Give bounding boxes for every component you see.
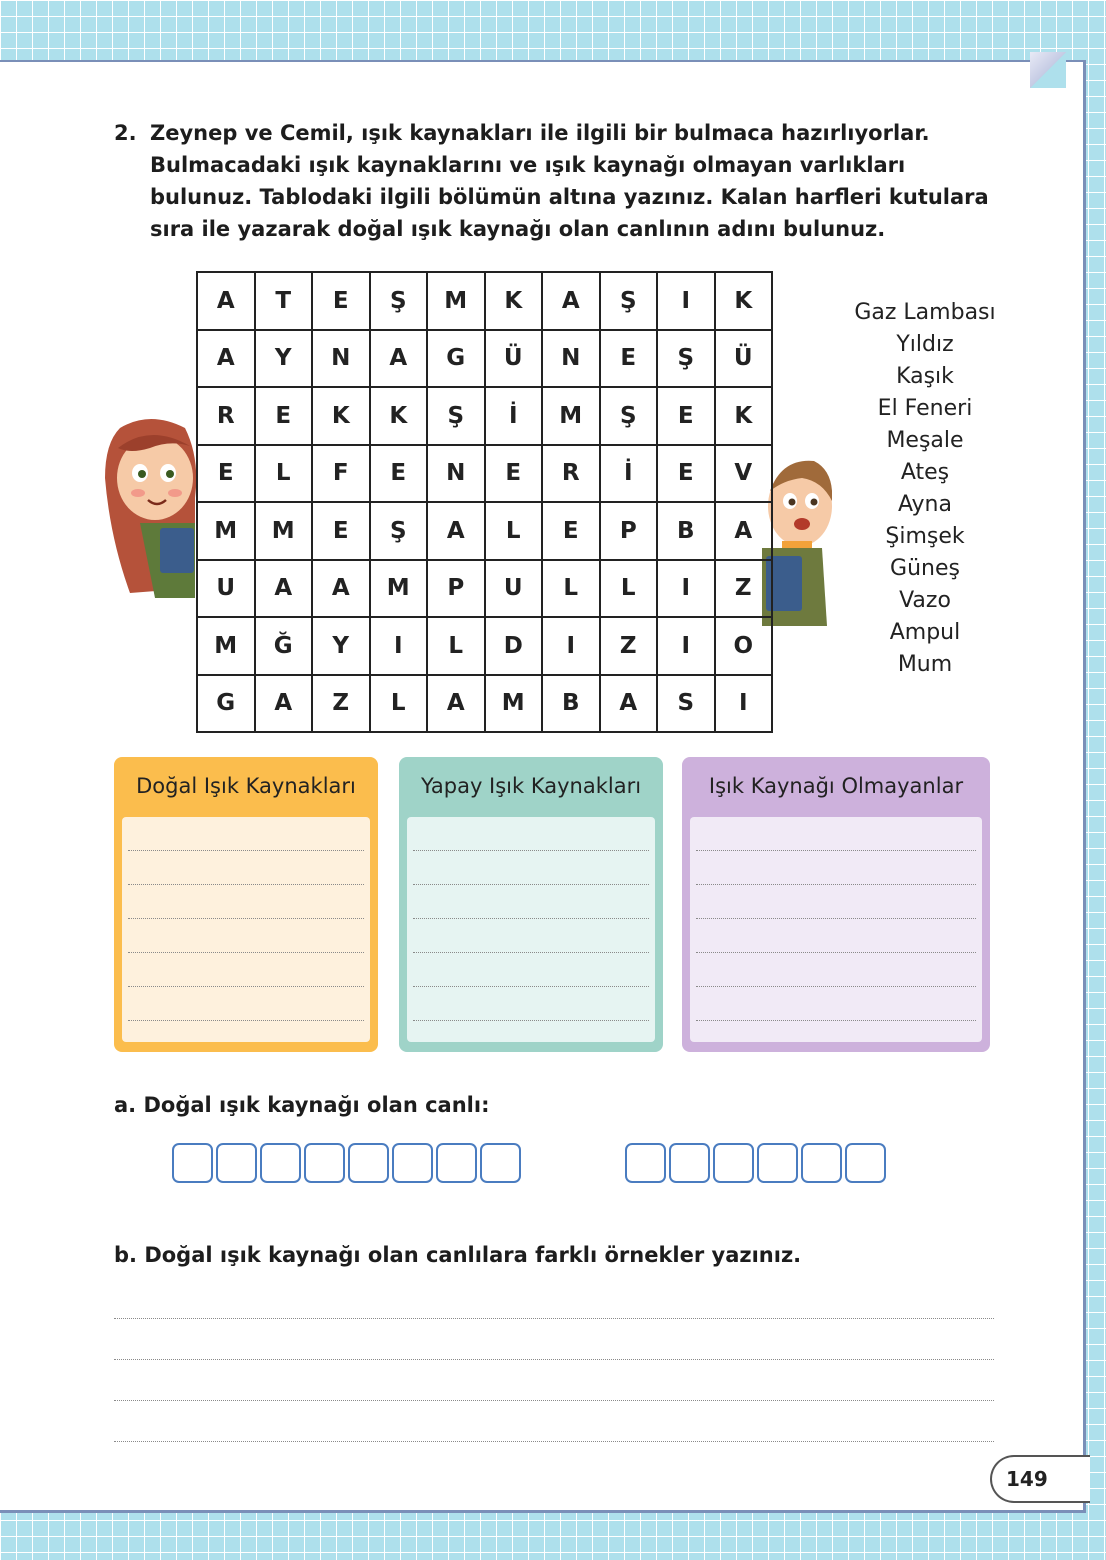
grid-cell[interactable]: M — [485, 675, 543, 733]
question-number: 2. — [114, 121, 137, 145]
grid-cell[interactable]: Ğ — [255, 617, 313, 675]
grid-cell[interactable]: E — [657, 445, 715, 503]
word-item: Kaşık — [896, 364, 954, 389]
grid-row — [197, 617, 772, 675]
grid-cell[interactable]: L — [255, 445, 313, 503]
grid-cell[interactable]: G — [197, 675, 255, 733]
grid-cell[interactable]: L — [542, 560, 600, 618]
letter-box[interactable] — [260, 1143, 301, 1183]
word-item: Şimşek — [885, 524, 965, 549]
word-item: Ateş — [900, 460, 950, 485]
grid-cell[interactable]: R — [542, 445, 600, 503]
grid-cell[interactable]: P — [427, 560, 485, 618]
grid-cell[interactable]: Ü — [485, 330, 543, 388]
grid-cell[interactable]: A — [427, 502, 485, 560]
answer-boxes-word-1 — [172, 1143, 521, 1183]
question-text: Zeynep ve Cemil, ışık kaynakları ile ilgili bir bulmaca hazırlıyorlar. Bulmacadaki ışık kaynaklarını ve ışık kaynağı olmayan varlıkları bulunuz. Tablodaki ilgili bölümün altına yazınız. Kalan harfleri kutulara sıra ile yazarak doğal ışık kaynağı olan canlının adını bulunuz. — [150, 121, 989, 241]
category-title: Işık Kaynağı Olmayanlar — [708, 774, 964, 798]
grid-cell[interactable]: Ş — [370, 272, 428, 330]
word-item: Ayna — [897, 492, 952, 517]
grid-cell[interactable]: A — [197, 330, 255, 388]
grid-cell[interactable]: A — [427, 675, 485, 733]
word-item: Güneş — [890, 556, 960, 581]
page-number: 149 — [1006, 1467, 1048, 1491]
grid-cell[interactable]: V — [715, 445, 773, 503]
grid-cell[interactable]: N — [542, 330, 600, 388]
grid-row — [197, 330, 772, 388]
category-title: Yapay Işık Kaynakları — [420, 774, 642, 798]
grid-cell[interactable]: M — [255, 502, 313, 560]
grid-cell[interactable]: E — [485, 445, 543, 503]
grid-cell[interactable]: A — [370, 330, 428, 388]
grid-cell[interactable]: N — [312, 330, 370, 388]
letter-box[interactable] — [669, 1143, 710, 1183]
grid-cell[interactable]: A — [255, 560, 313, 618]
part-a-label: a. Doğal ışık kaynağı olan canlı: — [114, 1093, 490, 1117]
grid-cell[interactable]: F — [312, 445, 370, 503]
category-title: Doğal Işık Kaynakları — [136, 774, 356, 798]
grid-cell[interactable]: I — [370, 617, 428, 675]
answer-area[interactable] — [690, 817, 982, 1042]
grid-cell[interactable]: M — [197, 617, 255, 675]
grid-cell[interactable]: U — [485, 560, 543, 618]
grid-cell[interactable]: A — [542, 272, 600, 330]
grid-cell[interactable]: N — [427, 445, 485, 503]
word-item: Ampul — [889, 620, 961, 645]
writing-line[interactable] — [114, 1441, 994, 1442]
grid-cell[interactable]: M — [370, 560, 428, 618]
grid-cell[interactable]: Ş — [427, 387, 485, 445]
grid-cell[interactable]: L — [485, 502, 543, 560]
grid-cell[interactable]: A — [715, 502, 773, 560]
writing-line[interactable] — [114, 1318, 994, 1319]
artificial-light-sources-box — [399, 757, 663, 1052]
grid-cell[interactable]: M — [542, 387, 600, 445]
grid-cell[interactable]: I — [657, 617, 715, 675]
grid-cell[interactable]: B — [657, 502, 715, 560]
grid-row — [197, 502, 772, 560]
grid-cell[interactable]: Ş — [600, 272, 658, 330]
grid-cell[interactable]: I — [715, 675, 773, 733]
grid-cell[interactable]: M — [197, 502, 255, 560]
grid-cell[interactable]: A — [600, 675, 658, 733]
grid-cell[interactable]: S — [657, 675, 715, 733]
grid-cell[interactable]: E — [370, 445, 428, 503]
word-item: Gaz Lambası — [854, 300, 996, 325]
grid-cell[interactable]: U — [197, 560, 255, 618]
girl-character-illustration — [100, 418, 200, 598]
grid-row — [197, 445, 772, 503]
grid-cell[interactable]: D — [485, 617, 543, 675]
grid-cell[interactable]: L — [427, 617, 485, 675]
grid-cell[interactable]: E — [255, 387, 313, 445]
word-item: Yıldız — [896, 332, 954, 357]
word-list — [830, 297, 1020, 681]
word-item: Vazo — [899, 588, 951, 613]
letter-box[interactable] — [216, 1143, 257, 1183]
grid-cell[interactable]: I — [542, 617, 600, 675]
grid-cell[interactable]: A — [197, 272, 255, 330]
grid-cell[interactable]: Ş — [370, 502, 428, 560]
grid-cell[interactable]: Z — [600, 617, 658, 675]
letter-box[interactable] — [348, 1143, 389, 1183]
page-number-tab — [990, 1455, 1090, 1503]
grid-cell[interactable]: K — [485, 272, 543, 330]
grid-cell[interactable]: A — [312, 560, 370, 618]
letter-box[interactable] — [304, 1143, 345, 1183]
grid-cell[interactable]: Z — [312, 675, 370, 733]
grid-cell[interactable]: Ş — [657, 330, 715, 388]
letter-box[interactable] — [172, 1143, 213, 1183]
grid-cell[interactable]: G — [427, 330, 485, 388]
letter-box[interactable] — [713, 1143, 754, 1183]
letter-box[interactable] — [801, 1143, 842, 1183]
letter-box[interactable] — [392, 1143, 433, 1183]
word-item: Meşale — [886, 428, 964, 453]
grid-row — [197, 675, 772, 733]
grid-row — [197, 560, 772, 618]
grid-cell[interactable]: Z — [715, 560, 773, 618]
non-light-sources-box — [682, 757, 990, 1052]
grid-cell[interactable]: I — [657, 272, 715, 330]
answer-area[interactable] — [407, 817, 655, 1042]
grid-cell[interactable]: K — [312, 387, 370, 445]
grid-cell[interactable]: K — [715, 272, 773, 330]
grid-cell[interactable]: O — [715, 617, 773, 675]
answer-area[interactable] — [122, 817, 370, 1042]
grid-cell[interactable]: E — [197, 445, 255, 503]
page-fold-corner — [1030, 52, 1066, 88]
writing-line[interactable] — [114, 1359, 994, 1360]
grid-cell[interactable]: E — [542, 502, 600, 560]
word-item: Mum — [897, 652, 953, 677]
grid-cell[interactable]: M — [427, 272, 485, 330]
grid-cell[interactable]: P — [600, 502, 658, 560]
letter-box[interactable] — [845, 1143, 886, 1183]
grid-cell[interactable]: T — [255, 272, 313, 330]
grid-cell[interactable]: L — [370, 675, 428, 733]
grid-cell[interactable]: K — [370, 387, 428, 445]
letter-box[interactable] — [480, 1143, 521, 1183]
grid-cell[interactable]: E — [600, 330, 658, 388]
grid-cell[interactable]: B — [542, 675, 600, 733]
grid-cell[interactable]: I — [657, 560, 715, 618]
grid-cell[interactable]: E — [312, 502, 370, 560]
grid-cell[interactable]: R — [197, 387, 255, 445]
grid-cell[interactable]: İ — [600, 445, 658, 503]
grid-cell[interactable]: E — [312, 272, 370, 330]
letter-box[interactable] — [625, 1143, 666, 1183]
grid-cell[interactable]: K — [715, 387, 773, 445]
grid-cell[interactable]: L — [600, 560, 658, 618]
grid-cell[interactable]: Y — [312, 617, 370, 675]
grid-cell[interactable]: Y — [255, 330, 313, 388]
letter-box[interactable] — [436, 1143, 477, 1183]
letter-box[interactable] — [757, 1143, 798, 1183]
answer-boxes-word-2 — [625, 1143, 886, 1183]
part-b-label: b. Doğal ışık kaynağı olan canlılara farklı örnekler yazınız. — [114, 1243, 802, 1267]
grid-row — [197, 272, 772, 330]
grid-cell[interactable]: İ — [485, 387, 543, 445]
grid-cell[interactable]: E — [657, 387, 715, 445]
word-search-grid — [196, 271, 773, 733]
grid-cell[interactable]: Ş — [600, 387, 658, 445]
word-item: El Feneri — [877, 396, 973, 421]
writing-line[interactable] — [114, 1400, 994, 1401]
grid-cell[interactable]: Ü — [715, 330, 773, 388]
grid-cell[interactable]: A — [255, 675, 313, 733]
grid-row — [197, 387, 772, 445]
natural-light-sources-box — [114, 757, 378, 1052]
